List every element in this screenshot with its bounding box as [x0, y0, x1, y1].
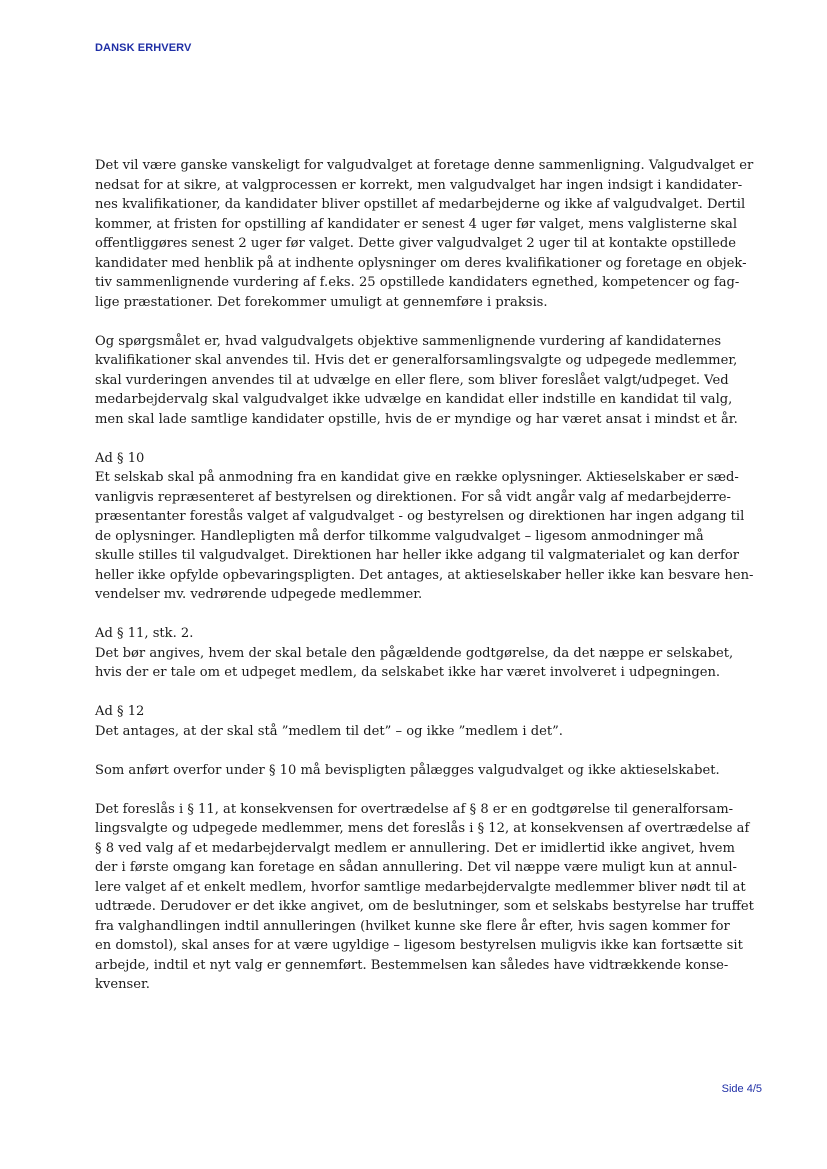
- text-line: lige præstationer. Det forekommer umuligt at gennemføre i praksis.: [95, 294, 548, 310]
- text-line: § 8 ved valg af et medarbejdervalgt medlem er annullering. Det er imidlertid ikke angivet, hvem: [95, 840, 735, 856]
- text-line: en domstol), skal anses for at være ugyldige – ligesom bestyrelsen muligvis ikke kan fortsætte sit: [95, 938, 743, 953]
- text-line: udtræde. Derudover er det ikke angivet, om de beslutninger, som et selskabs bestyrelse har truffet: [95, 899, 754, 914]
- paragraph: [95, 449, 754, 605]
- text-line: præsentanter forestås valget af valgudvalget - og bestyrelsen og direktionen har ingen adgang til: [95, 509, 745, 524]
- paragraph: [95, 156, 754, 312]
- text-line: medarbejdervalg skal valgudvalget ikke udvælge en kandidat eller indstille en kandidat til valg,: [95, 392, 733, 407]
- text-line: lere valget af et enkelt medlem, hvorfor samtlige medarbejdervalgte medlemmer bliver nødt til at: [95, 879, 746, 895]
- text-line: skulle stilles til valgudvalget. Direktionen har heller ikke adgang til valgmaterialet og kan derfor: [95, 548, 740, 563]
- text-line: Det foreslås i § 11, at konsekvensen for overtrædelse af § 8 er en godtgørelse til generalforsam-: [95, 801, 734, 817]
- text-line: Et selskab skal på anmodning fra en kandidat give en række oplysninger. Aktieselskaber er sæd-: [95, 470, 739, 485]
- page-number: Side 4/5: [721, 1083, 762, 1095]
- text-line: lingsvalgte og udpegede medlemmer, mens det foreslås i § 12, at konsekvensen af overtrædelse af: [95, 821, 750, 836]
- text-line: skal vurderingen anvendes til at udvælge en eller flere, som bliver foreslået valgt/udpeget. Ved: [95, 372, 729, 388]
- text-line: fra valghandlingen indtil annulleringen (hvilket kunne ske flere år efter, hvis sagen kommer for: [95, 918, 730, 934]
- text-line: nes kvalifikationer, da kandidater bliver opstillet af medarbejderne og ikke af valgudvalget. Dertil: [95, 197, 746, 212]
- paragraph: [95, 624, 735, 683]
- text-line: tiv sammenlignende vurdering af f.eks. 25 opstillede kandidaters egnethed, kompetencer og fag-: [95, 275, 740, 290]
- text-line: Som anført overfor under § 10 må bevispligten pålægges valgudvalget og ikke aktieselskabet.: [95, 762, 720, 778]
- text-line: Ad § 12: [95, 704, 145, 719]
- text-line: heller ikke opfylde opbevaringspligten. Det antages, at aktieselskaber heller ikke kan besvare hen-: [95, 567, 754, 583]
- text-line: Det antages, at der skal stå ”medlem til det” – og ikke ”medlem i det”.: [95, 723, 563, 739]
- paragraph: [95, 702, 735, 741]
- text-line: men skal lade samtlige kandidater opstille, hvis de er myndige og har været ansat i mindst et år.: [95, 411, 738, 427]
- text-line: hvis der er tale om et udpeget medlem, da selskabet ikke har været involveret i udpegningen.: [95, 665, 721, 680]
- organization-name: DANSK ERHVERV: [95, 42, 192, 54]
- text-line: de oplysninger. Handlepligten må derfor tilkomme valgudvalget – ligesom anmodninger må: [95, 528, 704, 544]
- text-line: nedsat for at sikre, at valgprocessen er korrekt, men valgudvalget har ingen indsigt i kandidater-: [95, 177, 743, 193]
- text-line: Det vil være ganske vanskeligt for valgudvalget at foretage denne sammenligning. Valgudvalget er: [95, 158, 754, 173]
- paragraph: [95, 332, 738, 430]
- text-line: kandidater med henblik på at indhente oplysninger om deres kvalifikationer og foretage en objek-: [95, 255, 747, 271]
- text-line: Og spørgsmålet er, hvad valgudvalgets objektive sammenlignende vurdering af kandidaternes: [95, 333, 722, 349]
- text-line: vendelser mv. vedrørende udpegede medlemmer.: [95, 587, 423, 602]
- paragraph: [95, 761, 735, 781]
- text-line: Ad § 10: [95, 450, 145, 466]
- text-line: offentliggøres senest 2 uger før valget. Dette giver valgudvalget 2 uger til at kontakte opstillede: [95, 236, 737, 251]
- text-line: Det bør angives, hvem der skal betale den pågældende godtgørelse, da det næppe er selskabet,: [95, 645, 734, 661]
- document-body: [95, 156, 754, 1014]
- text-line: vanligvis repræsenteret af bestyrelsen og direktionen. For så vidt angår valg af medarbejderre-: [95, 489, 731, 505]
- text-line: kommer, at fristen for opstilling af kandidater er senest 4 uger før valget, mens valglisterne skal: [95, 216, 738, 232]
- paragraph: [95, 800, 754, 995]
- text-line: kvenser.: [95, 977, 150, 992]
- text-line: der i første omgang kan foretage en sådan annullering. Det vil næppe være muligt kun at annul-: [95, 860, 737, 875]
- text-line: arbejde, indtil et nyt valg er gennemført. Bestemmelsen kan således have vidtrækkende konse-: [95, 957, 729, 973]
- text-line: kvalifikationer skal anvendes til. Hvis det er generalforsamlingsvalgte og udpegede medlemmer,: [95, 353, 738, 368]
- text-line: Ad § 11, stk. 2.: [95, 626, 194, 641]
